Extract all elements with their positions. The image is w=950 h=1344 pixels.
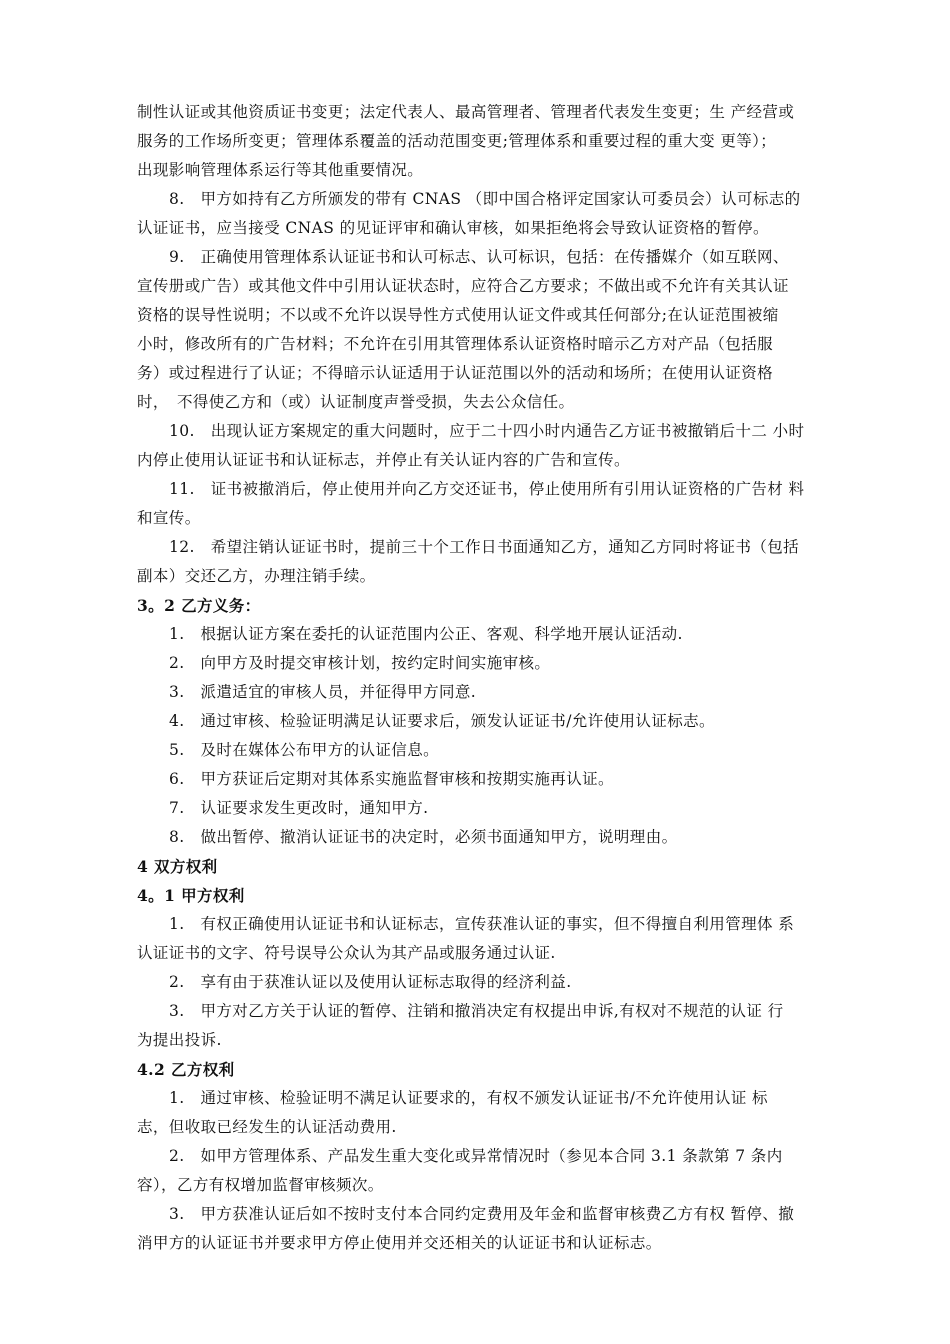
text-line: 9. 正确使用管理体系认证证书和认可标志、认可标识，包括：在传播媒介（如互联网、: [169, 248, 789, 266]
text-line: 11. 证书被撤消后，停止使用并向乙方交还证书，停止使用所有引用认证资格的广告材 料: [169, 480, 805, 498]
text-line: 1. 根据认证方案在委托的认证范围内公正、客观、科学地开展认证活动.: [169, 625, 683, 643]
text-line: 4. 通过审核、检验证明满足认证要求后，颁发认证证书/允许使用认证标志。: [169, 712, 715, 730]
text-line: 制性认证或其他资质证书变更；法定代表人、最高管理者、管理者代表发生变更；生 产经营或: [137, 103, 795, 121]
text-line: 认证证书，应当接受 CNAS 的见证评审和确认审核，如果拒绝将会导致认证资格的暂停。: [137, 219, 769, 237]
text-line: 服务的工作场所变更；管理体系覆盖的活动范围变更;管理体系和重要过程的重大变 更等）；: [137, 132, 777, 150]
section-heading: 3。2 乙方义务：: [137, 596, 261, 615]
text-line: 1. 通过审核、检验证明不满足认证要求的，有权不颁发认证证书/不允许使用认证 标: [169, 1089, 768, 1107]
text-line: 认证证书的文字、符号误导公众认为其产品或服务通过认证.: [137, 944, 556, 962]
text-line: 12. 希望注销认证证书时，提前三十个工作日书面通知乙方，通知乙方同时将证书（包括: [169, 538, 800, 556]
text-line: 宣传册或广告）或其他文件中引用认证状态时，应符合乙方要求；不做出或不允许有关其认证: [137, 277, 789, 295]
document-page: [137, 98, 850, 1258]
text-line: 2. 如甲方管理体系、产品发生重大变化或异常情况时（参见本合同 3.1 条款第 7 条内: [169, 1147, 783, 1165]
text-line: 志，但收取已经发生的认证活动费用.: [137, 1118, 397, 1136]
text-line: 3. 甲方对乙方关于认证的暂停、注销和撤消决定有权提出申诉,有权对不规范的认证 行: [169, 1002, 784, 1020]
text-line: 2. 向甲方及时提交审核计划，按约定时间实施审核。: [169, 654, 551, 672]
text-line: 5. 及时在媒体公布甲方的认证信息。: [169, 741, 439, 759]
text-line: 8. 甲方如持有乙方所颁发的带有 CNAS （即中国合格评定国家认可委员会）认可标志的: [169, 190, 801, 208]
text-line: 7. 认证要求发生更改时，通知甲方.: [169, 799, 429, 817]
text-line: 务）或过程进行了认证；不得暗示认证适用于认证范围以外的活动和场所；在使用认证资格: [137, 364, 774, 382]
text-line: 小时，修改所有的广告材料；不允许在引用其管理体系认证资格时暗示乙方对产品（包括服: [137, 335, 774, 353]
text-line: 3. 甲方获准认证后如不按时支付本合同约定费用及年金和监督审核费乙方有权 暂停、撤: [169, 1205, 795, 1223]
text-line: 2. 享有由于获准认证以及使用认证标志取得的经济利益.: [169, 973, 572, 991]
text-line: 和宣传。: [137, 509, 201, 527]
text-line: 容），乙方有权增加监督审核频次。: [137, 1176, 384, 1194]
text-line: 8. 做出暂停、撤消认证证书的决定时，必须书面通知甲方，说明理由。: [169, 828, 678, 846]
text-line: 1. 有权正确使用认证证书和认证标志，宣传获准认证的事实，但不得擅自利用管理体 系: [169, 915, 795, 933]
text-line: 出现影响管理体系运行等其他重要情况。: [137, 161, 424, 179]
section-heading: 4.2 乙方权利: [137, 1060, 235, 1079]
text-line: 消甲方的认证证书并要求甲方停止使用并交还相关的认证证书和认证标志。: [137, 1234, 662, 1252]
text-line: 6. 甲方获证后定期对其体系实施监督审核和按期实施再认证。: [169, 770, 614, 788]
text-line: 3. 派遣适宜的审核人员，并征得甲方同意.: [169, 683, 477, 701]
text-line: 内停止使用认证证书和认证标志，并停止有关认证内容的广告和宣传。: [137, 451, 630, 469]
text-line: 10. 出现认证方案规定的重大问题时，应于二十四小时内通告乙方证书被撤销后十二 小时: [169, 422, 805, 440]
section-heading: 4 双方权利: [137, 857, 218, 876]
section-heading: 4。1 甲方权利: [137, 886, 245, 905]
text-line: 副本）交还乙方，办理注销手续。: [137, 567, 376, 585]
text-line: 资格的误导性说明；不以或不允许以误导性方式使用认证文件或其任何部分;在认证范围被缩: [137, 306, 779, 324]
text-line: 时， 不得使乙方和（或）认证制度声誉受损，失去公众信任。: [137, 393, 575, 411]
text-line: 为提出投诉.: [137, 1031, 222, 1049]
